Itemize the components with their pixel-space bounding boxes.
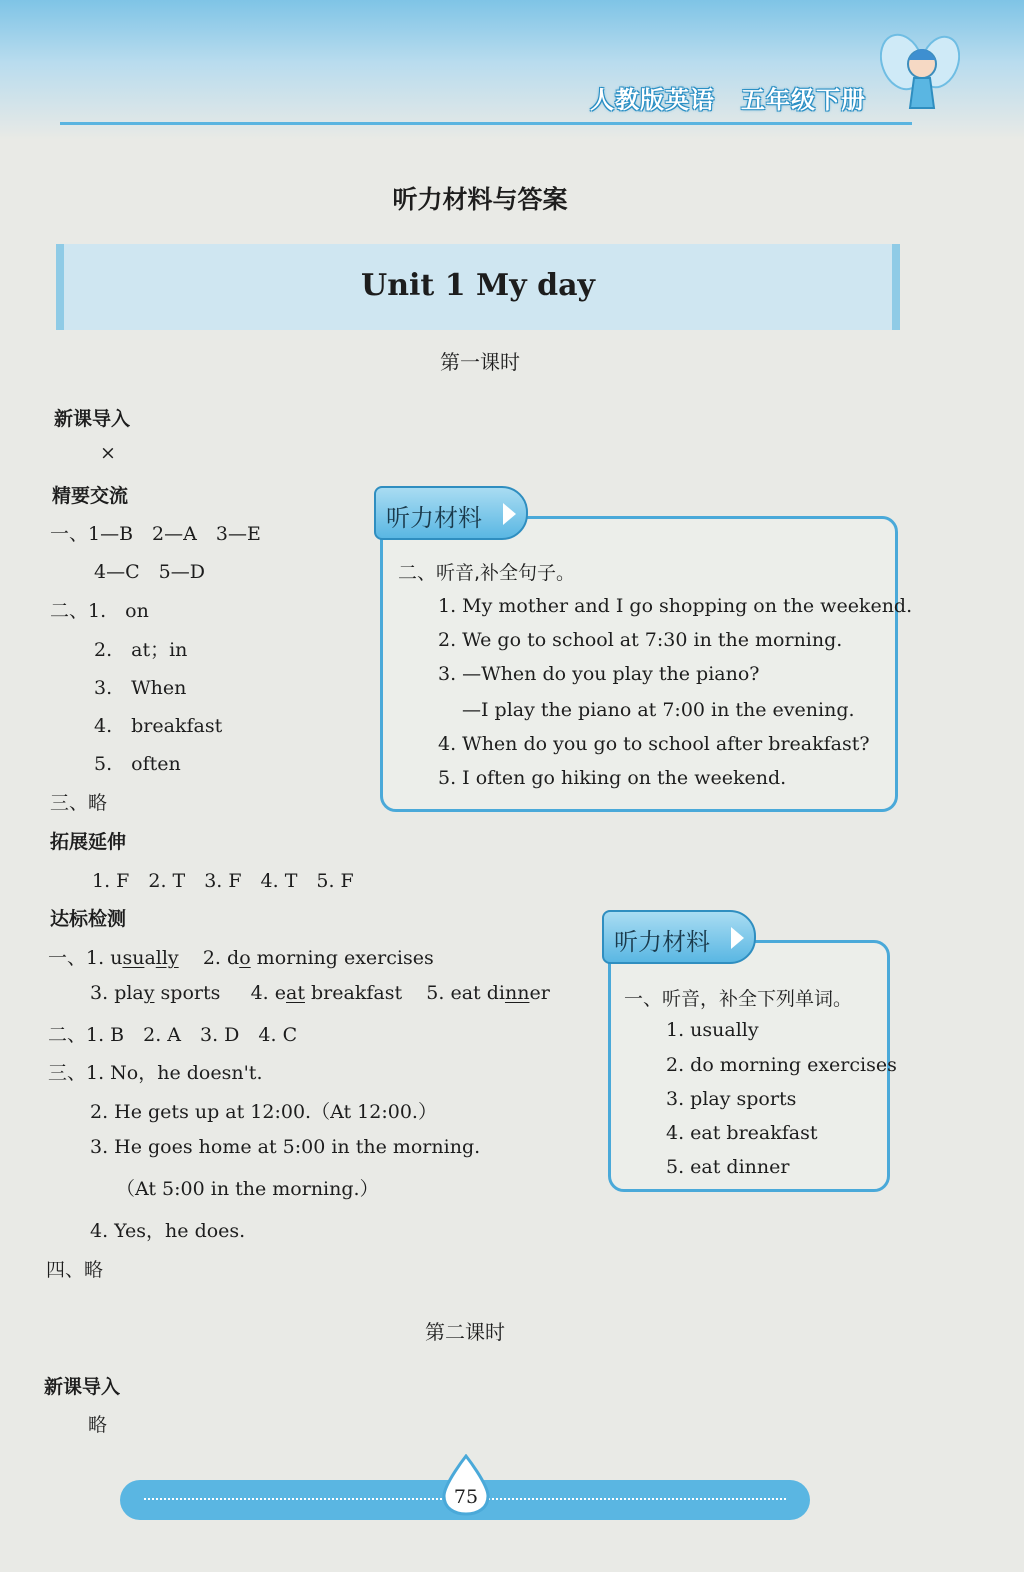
word-part: d [227,947,240,969]
jingyao-answer-line: 一、1—B 2—A 3—E [50,523,261,545]
underlined-letters: su [122,947,145,969]
page-number: 75 [453,1486,479,1508]
dabiao-answer-line: 4. Yes，he does. [90,1220,246,1242]
jingyao-answer-line: 2. at；in [94,639,188,661]
arrow-right-icon [731,927,744,949]
item-number: 一、1. [48,947,105,969]
listening-line: 2. do morning exercises [666,1054,897,1076]
page-heading: 听力材料与答案 [392,185,568,214]
jingyao-answer-line: 4—C 5—D [94,561,205,583]
unit-title: Unit 1 My day [361,268,595,303]
dabiao-answer-line: 二、1. B 2. A 3. D 4. C [48,1024,298,1046]
listening-line: 4. eat breakfast [666,1122,818,1144]
listening-line: 2. We go to school at 7:30 in the morning. [438,629,843,651]
fairy-mascot-icon [880,24,960,124]
lesson2-title: 第二课时 [425,1320,505,1344]
underlined-letters: y [143,982,155,1004]
lesson1-title: 第一课时 [440,350,520,374]
jingyao-answer-line: 二、1. on [50,600,149,622]
word-part: breakfast [304,982,403,1004]
header-rule [60,122,912,125]
xinke-answer: × [100,442,116,464]
section-xinke-label: 新课导入 [44,1376,121,1398]
listening-tab-1 [374,486,528,540]
unit-banner [56,244,900,330]
item-number: 2. [202,947,221,969]
listening-line: 1. usually [666,1019,759,1041]
header-band [0,0,1024,140]
underlined-letters: nn [504,982,530,1004]
grade-label: 五年级下册 [741,86,866,114]
listening-heading: 一、听音，补全下列单词。 [624,988,853,1010]
listening-line: 3. play sports [666,1088,797,1110]
item-number: 5. [426,982,445,1004]
underlined-letters: at [286,982,305,1004]
item-number: 3. [90,982,109,1004]
dabiao-answer-line: 四、略 [46,1259,104,1281]
listening-line: 5. I often go hiking on the weekend. [438,767,787,789]
dabiao-answer-line: 2. He gets up at 12:00.（At 12:00.） [90,1101,437,1123]
listening-tab-label: 听力材料 [614,928,710,956]
listening-line: 1. My mother and I go shopping on the weekend. [438,595,913,617]
listening-tab-label: 听力材料 [386,504,482,532]
dabiao-answer-line: （At 5:00 in the morning.） [116,1178,379,1200]
word-part: eat di [450,982,505,1004]
underlined-letters: o [239,947,251,969]
dabiao-answer-line [48,943,434,970]
section-dabiao-label: 达标检测 [50,908,127,930]
dabiao-answer-line [90,982,550,1004]
listening-line: 4. When do you go to school after breakfast? [438,733,870,755]
dabiao-answer-line: 三、1. No，he doesn't. [48,1062,263,1084]
section-xinke-label: 新课导入 [54,408,131,430]
listening-line: —I play the piano at 7:00 in the evening. [462,699,855,721]
arrow-right-icon [503,503,516,525]
jingyao-answer-line: 3. When [94,677,187,699]
listening-heading: 二、听音,补全句子。 [398,562,576,584]
word-part: er [529,982,550,1004]
tuozhan-answer: 1. F 2. T 3. F 4. T 5. F [92,870,354,892]
book-title [590,80,892,115]
word-part: a [144,947,156,969]
jingyao-answer-line: 4. breakfast [94,715,223,737]
word-part: sports [154,982,221,1004]
publisher-label: 人教版英语 [590,86,715,114]
listening-line: 3. —When do you play the piano? [438,663,760,685]
xinke-answer: 略 [88,1414,108,1436]
underlined-letters: lly [155,947,179,969]
word-part: u [110,947,123,969]
item-number: 4. [250,982,269,1004]
listening-line: 5. eat dinner [666,1156,790,1178]
section-tuozhan-label: 拓展延伸 [50,831,127,853]
dabiao-answer-line: 3. He goes home at 5:00 in the morning. [90,1136,481,1158]
listening-tab-2 [602,910,756,964]
word-part: pla [114,982,144,1004]
jingyao-answer-line: 三、略 [50,792,108,814]
word-part: morning exercises [250,947,434,969]
jingyao-answer-line: 5. often [94,753,181,775]
word-part: e [274,982,287,1004]
section-jingyao-label: 精要交流 [52,485,129,507]
